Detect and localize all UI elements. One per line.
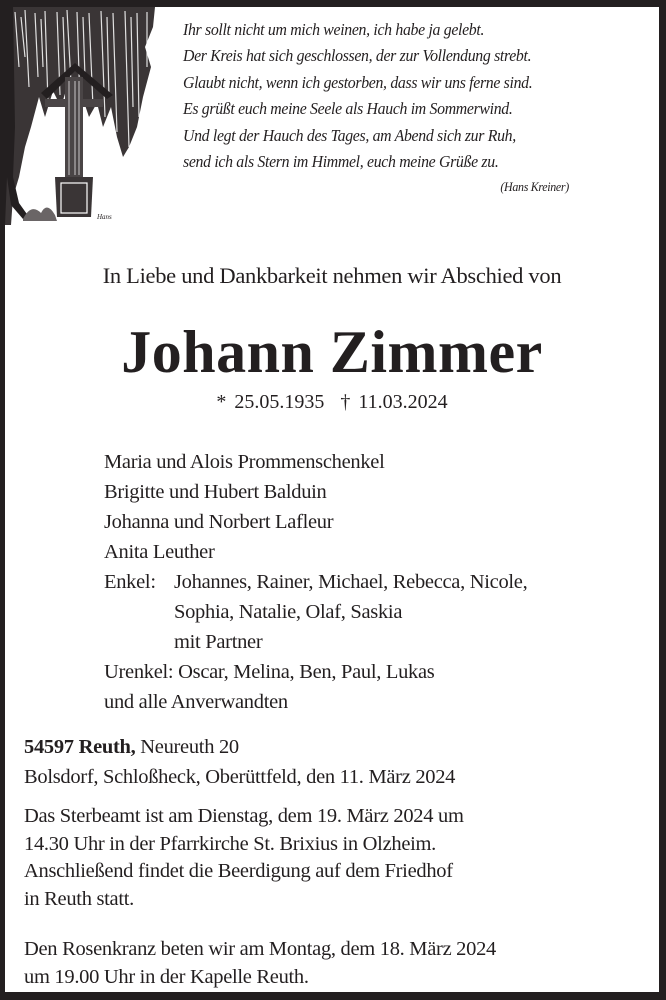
rosary-info (24, 936, 496, 991)
address-street: Neureuth 20 (140, 736, 239, 758)
mourner-family: Maria und Alois Prommenschenkel (104, 451, 385, 473)
poem (183, 17, 606, 196)
deceased-name: Johann Zimmer (121, 319, 543, 385)
death-date: 11.03.2024 (358, 391, 448, 413)
poem-line: Glaubt nicht, wenn ich gestorben, dass wir uns ferne sind. (183, 72, 533, 92)
grandchildren-names: Johannes, Rainer, Michael, Rebecca, Nicole, (174, 571, 528, 593)
birth-star-icon: * (216, 391, 227, 413)
artist-signature: Hans (97, 213, 112, 221)
poem-author: (Hans Kreiner) (500, 179, 569, 195)
grandchildren-label: Enkel: (104, 571, 156, 593)
poem-line: Der Kreis hat sich geschlossen, der zur Vollendung strebt. (183, 46, 532, 66)
rosary-line: um 19.00 Uhr in der Kapelle Reuth. (24, 965, 309, 988)
poem-line: Und legt der Hauch des Tages, am Abend sich zur Ruh, (183, 125, 516, 145)
birth-date: 25.05.1935 (234, 391, 325, 413)
mourners-closing: und alle Anverwandten (104, 691, 288, 713)
service-line: 14.30 Uhr in der Pfarrkirche St. Brixius in Olzheim. (24, 832, 436, 855)
address-line (24, 732, 455, 762)
poem-line: Es grüßt euch meine Seele als Hauch im Sommerwind. (183, 99, 513, 119)
mourner-family: Johanna und Norbert Lafleur (104, 511, 334, 533)
poem-line: send ich als Stern im Himmel, euch meine Grüße zu. (183, 152, 499, 172)
wayside-cross-tree-icon (5, 7, 157, 225)
intro-text: In Liebe und Dankbarkeit nehmen wir Abschied von (102, 263, 562, 288)
address-place: 54597 Reuth, (24, 736, 136, 758)
grandchildren-names-cont: Sophia, Natalie, Olaf, Saskia (174, 601, 403, 623)
mourner-family: Brigitte und Hubert Balduin (104, 481, 327, 503)
rosary-line: Den Rosenkranz beten wir am Montag, dem 18. März 2024 (24, 938, 496, 960)
places-date-line: Bolsdorf, Schloßheck, Oberüttfeld, den 11. März 2024 (24, 766, 456, 788)
poem-line: Ihr sollt nicht um mich weinen, ich habe ja gelebt. (183, 20, 485, 39)
great-grandchildren-label: Urenkel: (104, 661, 174, 683)
mourners-list (104, 447, 527, 717)
mourner-family: Anita Leuther (104, 541, 215, 563)
grandchildren-row (104, 567, 527, 597)
service-line: in Reuth statt. (24, 887, 134, 910)
great-grandchildren-names: Oscar, Melina, Ben, Paul, Lukas (178, 661, 435, 683)
life-dates (5, 391, 659, 414)
service-line: Anschließend findet die Beerdigung auf dem Friedhof (24, 860, 453, 882)
obituary-card (5, 7, 659, 992)
service-line: Das Sterbeamt ist am Dienstag, dem 19. März 2024 um (24, 805, 464, 827)
address-block (24, 732, 455, 792)
funeral-service-info (24, 803, 464, 913)
grandchildren-partner: mit Partner (174, 631, 263, 653)
great-grandchildren-row (104, 657, 527, 687)
death-cross-icon: † (340, 391, 351, 413)
